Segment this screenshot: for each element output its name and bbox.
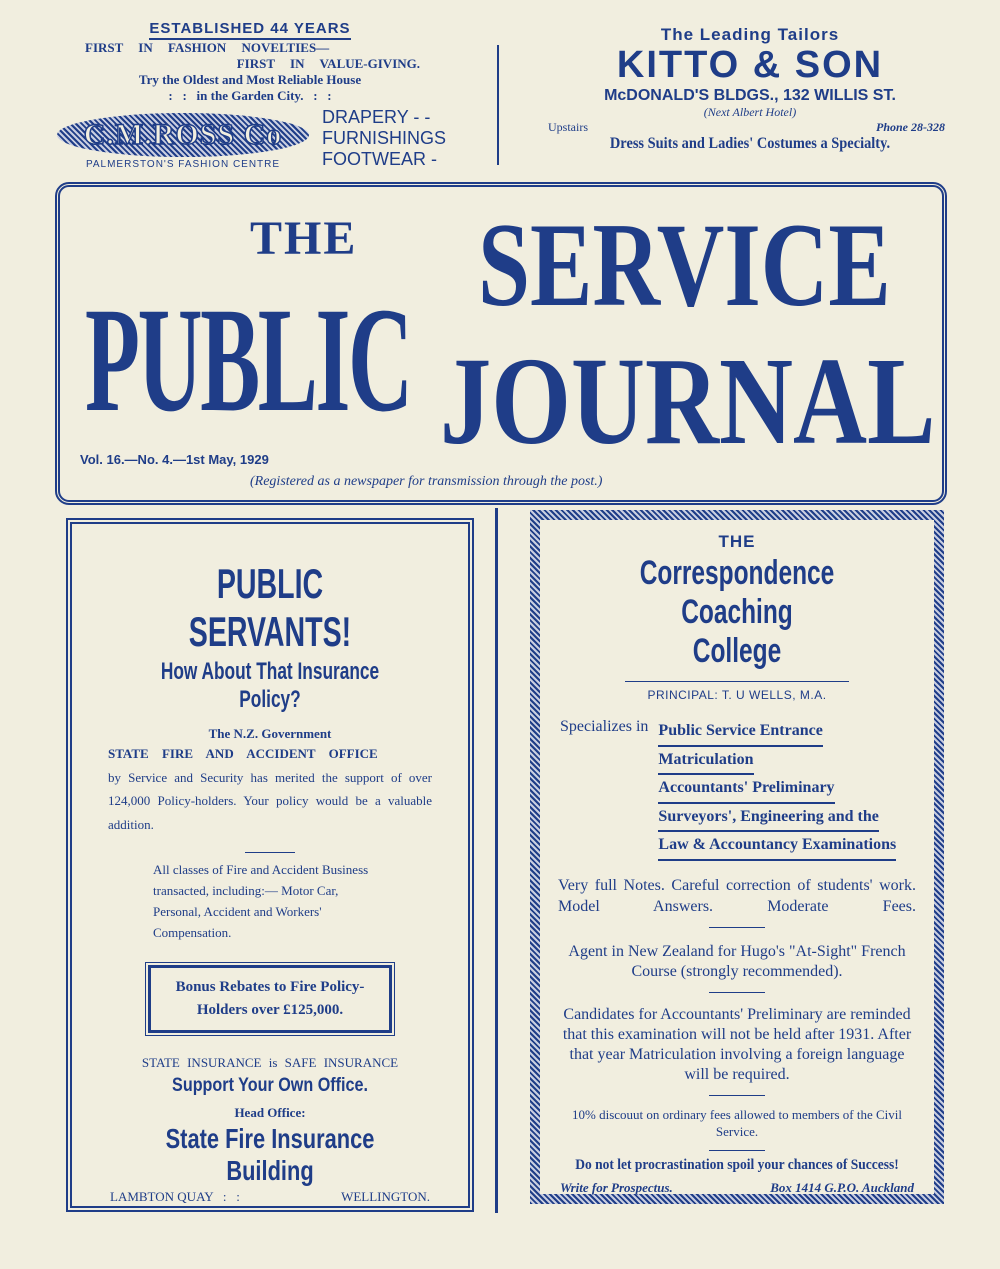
- state-p1-body: by Service and Security has merited the support of over 124,000 Policy-holders. Your policy would be a valuable addition.: [108, 769, 432, 832]
- college-ad: [540, 520, 934, 1194]
- established: ESTABLISHED 44 YEARS: [149, 20, 350, 40]
- subject-item: Law & Accountancy Examinations: [658, 832, 896, 861]
- college-box: Box 1414 G.P.O. Auckland: [770, 1179, 914, 1195]
- ross-logo: C.M.ROSS Co: [57, 113, 309, 157]
- masthead-the: THE: [250, 212, 358, 265]
- college-the: THE: [718, 532, 756, 551]
- bonus-box: Bonus Rebates to Fire Policy-Holders over £125,000.: [148, 965, 392, 1033]
- ross-ad: [55, 20, 445, 104]
- ross-departments: [322, 107, 446, 170]
- masthead-public: PUBLIC: [85, 277, 411, 443]
- ross-tagline: PALMERSTON'S FASHION CENTRE: [85, 159, 281, 170]
- state-building: State Fire Insurance Building: [165, 1123, 375, 1186]
- state-addr-right: WELLINGTON.: [341, 1189, 430, 1204]
- ross-line2: FIRST IN VALUE-GIVING.: [236, 56, 420, 71]
- ross-line3: Try the Oldest and Most Reliable House: [138, 72, 362, 87]
- state-subhead: How About That Insurance Policy?: [160, 658, 380, 713]
- college-candidates: Candidates for Accountants' Preliminary are reminded that this examination will not be held after 1931. After that year Matriculation involving a foreign language will be required.: [562, 1005, 912, 1083]
- kitto-intro: The Leading Tailors: [660, 25, 840, 44]
- specializes-label: Specializes in: [560, 718, 649, 735]
- kitto-specialty: Dress Suits and Ladies' Costumes a Specialty.: [609, 135, 891, 152]
- subject-item: Public Service Entrance: [658, 718, 822, 747]
- state-support: Support Your Own Office.: [172, 1075, 368, 1096]
- college-agent: Agent in New Zealand for Hugo's "At-Sight" French Course (strongly recommended).: [568, 942, 906, 980]
- kitto-note: (Next Albert Hotel): [703, 105, 797, 119]
- college-discount: 10% discouut on ordinary fees allowed to members of the Civil Service.: [572, 1106, 902, 1139]
- college-write: Write for Prospectus.: [560, 1179, 673, 1195]
- header-divider: [497, 45, 499, 165]
- college-notes: Very full Notes. Careful correction of students' work. Model Answers. Moderate Fees.: [558, 876, 916, 915]
- college-name2: College: [692, 632, 782, 670]
- college-principal: PRINCIPAL: T. U WELLS, M.A.: [625, 681, 849, 702]
- dept-footwear: FOOTWEAR -: [322, 149, 437, 169]
- registered-note: (Registered as a newspaper for transmission through the post.): [250, 474, 603, 489]
- kitto-ad: [540, 25, 960, 153]
- masthead-journal: JOURNAL: [440, 333, 936, 471]
- state-addr-left: LAMBTON QUAY : :: [110, 1189, 240, 1204]
- subject-item: Surveyors', Engineering and the: [658, 804, 878, 833]
- state-head-office: Head Office:: [234, 1105, 306, 1120]
- state-safe: STATE INSURANCE is SAFE INSURANCE: [141, 1055, 399, 1070]
- state-headline: PUBLIC SERVANTS!: [188, 560, 352, 655]
- masthead-service: SERVICE: [478, 198, 891, 331]
- subject-item: Accountants' Preliminary: [658, 775, 834, 804]
- kitto-upstairs: Upstairs: [548, 120, 588, 134]
- ross-line4: : : in the Garden City. : :: [168, 88, 332, 103]
- dept-drapery: DRAPERY - -: [322, 107, 431, 127]
- kitto-name: KITTO & SON: [616, 44, 884, 86]
- state-org: STATE FIRE AND ACCIDENT OFFICE: [108, 746, 378, 761]
- college-procrastination: Do not let procrastination spoil your chances of Success!: [575, 1156, 899, 1173]
- ross-line1: FIRST IN FASHION NOVELTIES—: [85, 40, 330, 55]
- state-ad: [78, 560, 462, 1205]
- college-name1: Correspondence Coaching: [639, 554, 835, 631]
- kitto-phone: Phone 28-328: [876, 120, 945, 134]
- state-p2: All classes of Fire and Accident Business transacted, including:— Motor Car, Personal, Accident and Workers' Compensation.: [153, 862, 369, 940]
- column-divider: [495, 508, 498, 1213]
- state-p1-title: The N.Z. Government: [208, 726, 332, 741]
- kitto-address: McDONALD'S BLDGS., 132 WILLIS ST.: [604, 87, 896, 104]
- issue-info: Vol. 16.—No. 4.—1st May, 1929: [80, 452, 269, 467]
- dept-furnishings: FURNISHINGS: [322, 128, 447, 148]
- subject-item: Matriculation: [658, 747, 753, 776]
